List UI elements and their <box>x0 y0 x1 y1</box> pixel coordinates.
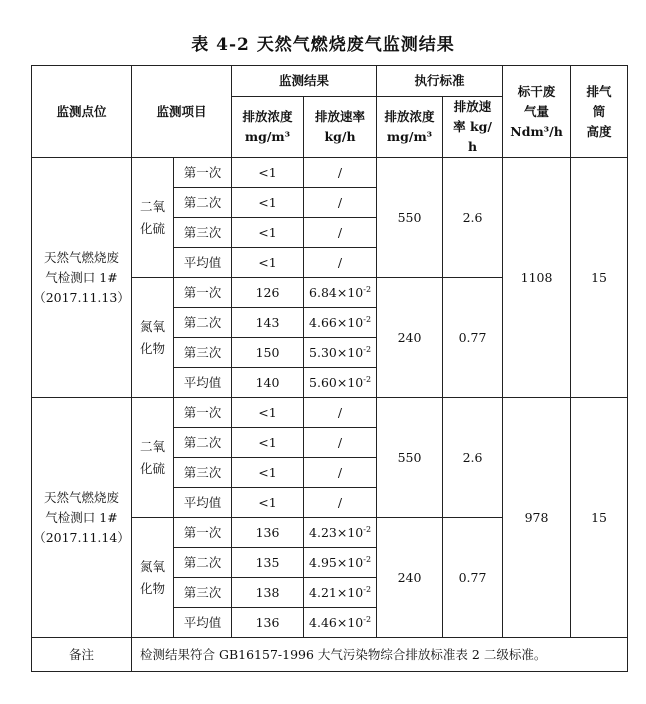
sample-label: 平均值 <box>174 368 232 398</box>
header-point: 监测点位 <box>32 66 132 158</box>
std-conc-value: 240 <box>377 278 443 398</box>
sample-label: 平均值 <box>174 608 232 638</box>
header-std-conc <box>377 97 443 158</box>
header-std-rate-label: 排放速率 kg/h <box>453 99 492 154</box>
flow-value: 978 <box>503 398 571 638</box>
sample-label: 平均值 <box>174 488 232 518</box>
point-date: （2017.11.13） <box>33 289 130 305</box>
sample-label: 第一次 <box>174 278 232 308</box>
monitoring-point <box>32 158 132 398</box>
std-rate-value: 2.6 <box>443 398 503 518</box>
pollutant-name: 氮氧化物 <box>132 518 174 638</box>
std-conc-value: 550 <box>377 158 443 278</box>
sample-label: 第三次 <box>174 218 232 248</box>
conc-value: <1 <box>232 158 304 188</box>
sample-label: 第三次 <box>174 458 232 488</box>
rate-value: $4.23\times 10^{-2}$ <box>304 518 377 548</box>
header-conc-unit: mg/m³ <box>244 129 291 144</box>
std-conc-value: 550 <box>377 398 443 518</box>
conc-value: <1 <box>232 398 304 428</box>
conc-value: 135 <box>232 548 304 578</box>
sample-label: 第二次 <box>174 548 232 578</box>
header-std-conc-label: 排放浓度 mg/m³ <box>384 109 435 144</box>
table-row <box>32 158 628 188</box>
sample-label: 第二次 <box>174 308 232 338</box>
sample-label: 第二次 <box>174 428 232 458</box>
header-stack-line3: 高度 <box>586 123 612 139</box>
header-stack-line1: 排气 <box>586 83 612 99</box>
conc-value: 136 <box>232 608 304 638</box>
rate-value: / <box>304 248 377 278</box>
rate-value: / <box>304 158 377 188</box>
conc-value: <1 <box>232 188 304 218</box>
table-title: 表 4-2 天然气燃烧废气监测结果 <box>191 35 455 55</box>
sample-label: 平均值 <box>174 248 232 278</box>
rate-value: / <box>304 488 377 518</box>
header-rate-unit: kg/h <box>324 129 356 144</box>
monitoring-point <box>32 398 132 638</box>
header-rate <box>304 97 377 158</box>
table-row <box>32 398 628 428</box>
sample-label: 第一次 <box>174 158 232 188</box>
conc-value: 143 <box>232 308 304 338</box>
point-line2: 气检测口 1# <box>45 269 118 285</box>
rate-value: / <box>304 218 377 248</box>
rate-value: $4.95\times 10^{-2}$ <box>304 548 377 578</box>
rate-value: / <box>304 428 377 458</box>
note-text: 检测结果符合 GB16157-1996 大气污染物综合排放标准表 2 二级标准。 <box>132 638 628 672</box>
rate-value: $4.46\times 10^{-2}$ <box>304 608 377 638</box>
rate-value: $4.66\times 10^{-2}$ <box>304 308 377 338</box>
conc-value: 138 <box>232 578 304 608</box>
sample-label: 第二次 <box>174 188 232 218</box>
header-conc <box>232 97 304 158</box>
conc-value: 126 <box>232 278 304 308</box>
header-stack-height <box>571 66 628 158</box>
header-conc-label: 排放浓度 <box>242 109 293 124</box>
conc-value: <1 <box>232 248 304 278</box>
monitoring-results-table <box>31 65 628 672</box>
conc-value: 140 <box>232 368 304 398</box>
conc-value: <1 <box>232 428 304 458</box>
conc-value: <1 <box>232 458 304 488</box>
flow-value: 1108 <box>503 158 571 398</box>
rate-value: $5.60\times 10^{-2}$ <box>304 368 377 398</box>
conc-value: 150 <box>232 338 304 368</box>
header-rate-label: 排放速率 <box>315 109 366 124</box>
std-rate-value: 0.77 <box>443 278 503 398</box>
rate-value: $4.21\times 10^{-2}$ <box>304 578 377 608</box>
note-label: 备注 <box>32 638 132 672</box>
std-rate-value: 2.6 <box>443 158 503 278</box>
sample-label: 第一次 <box>174 398 232 428</box>
point-line1: 天然气燃烧废 <box>43 249 119 265</box>
header-item: 监测项目 <box>132 66 232 158</box>
header-flow-unit: Ndm³/h <box>510 123 563 139</box>
header-flow-line2: 气量 <box>524 103 550 119</box>
header-flow-line1: 标干废 <box>517 83 556 99</box>
header-flow <box>503 66 571 158</box>
pollutant-name: 二氧化硫 <box>132 158 174 278</box>
rate-value: / <box>304 398 377 428</box>
point-line2: 气检测口 1# <box>45 509 118 525</box>
header-std-rate <box>443 97 503 158</box>
header-result: 监测结果 <box>232 66 377 97</box>
stack-height-value: 15 <box>571 158 628 398</box>
header-stack-line2: 筒 <box>592 103 606 119</box>
std-conc-value: 240 <box>377 518 443 638</box>
conc-value: <1 <box>232 488 304 518</box>
sample-label: 第一次 <box>174 518 232 548</box>
sample-label: 第三次 <box>174 578 232 608</box>
std-rate-value: 0.77 <box>443 518 503 638</box>
conc-value: 136 <box>232 518 304 548</box>
rate-value: / <box>304 458 377 488</box>
rate-value: / <box>304 188 377 218</box>
pollutant-name: 氮氧化物 <box>132 278 174 398</box>
point-line1: 天然气燃烧废 <box>43 489 119 505</box>
header-standard: 执行标准 <box>377 66 503 97</box>
conc-value: <1 <box>232 218 304 248</box>
sample-label: 第三次 <box>174 338 232 368</box>
rate-value: $5.30\times 10^{-2}$ <box>304 338 377 368</box>
pollutant-name: 二氧化硫 <box>132 398 174 518</box>
stack-height-value: 15 <box>571 398 628 638</box>
point-date: （2017.11.14） <box>33 529 130 545</box>
rate-value: $6.84\times 10^{-2}$ <box>304 278 377 308</box>
